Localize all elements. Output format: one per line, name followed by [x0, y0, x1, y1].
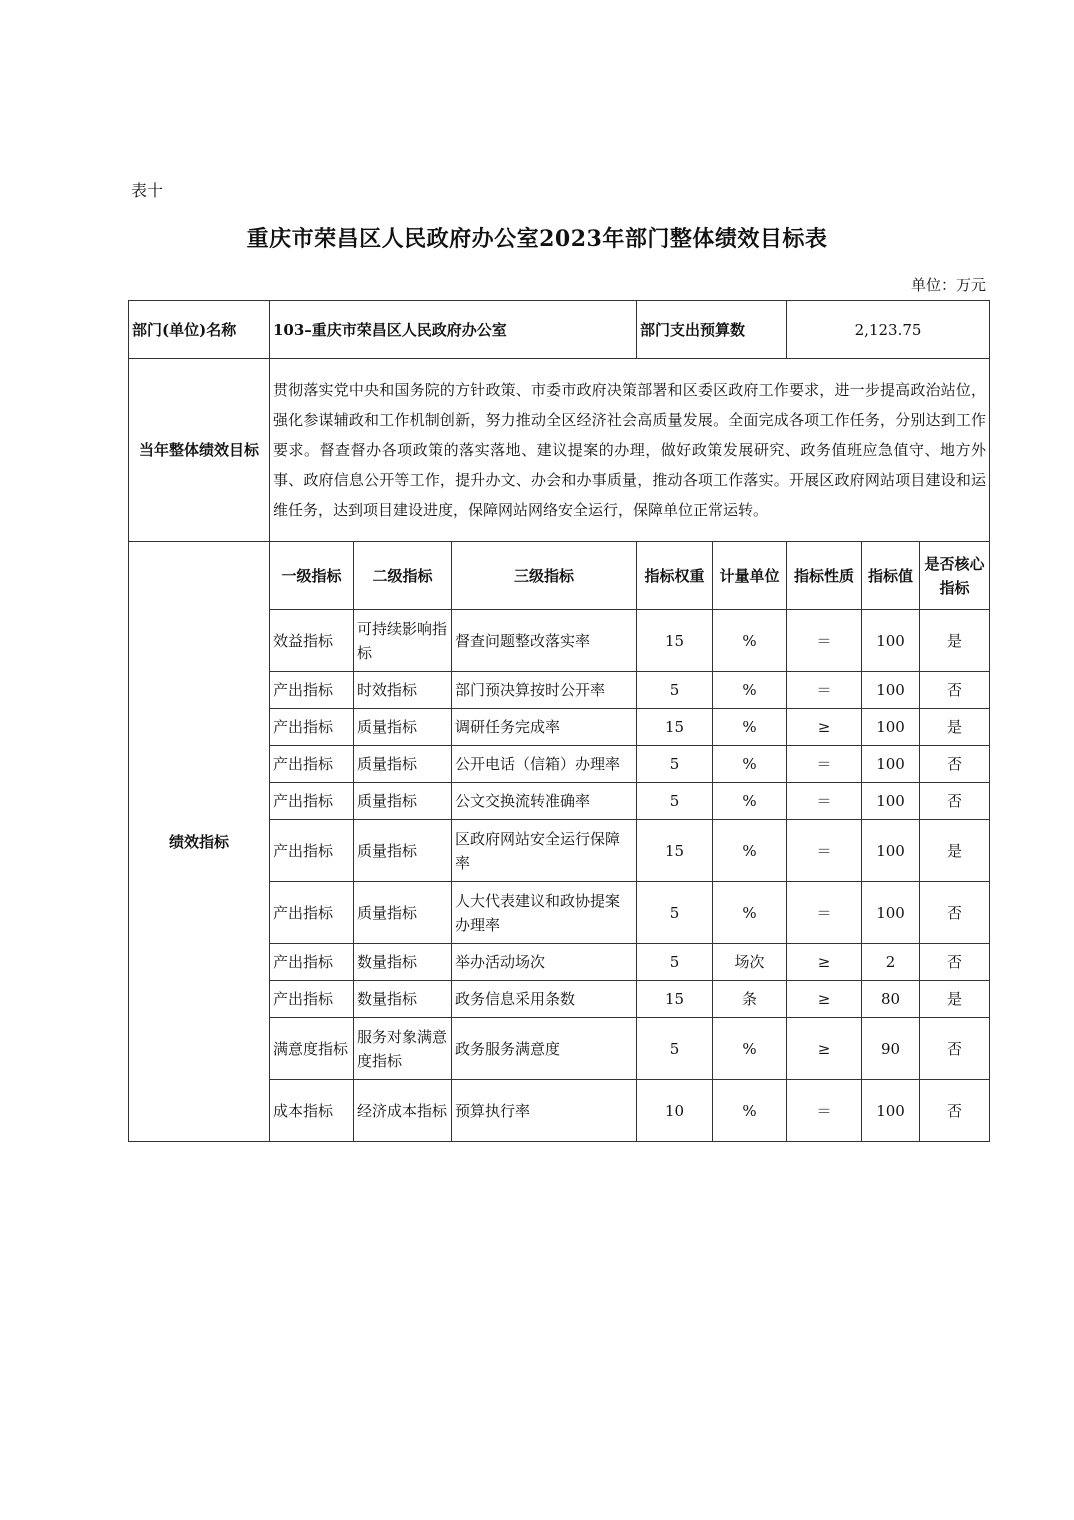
unit-cell: %: [713, 882, 787, 944]
l2-cell: 经济成本指标: [354, 1080, 452, 1142]
nature-cell: ＝: [787, 610, 862, 672]
l3-cell: 举办活动场次: [452, 944, 637, 981]
indicators-label: 绩效指标: [129, 542, 270, 1142]
performance-table: [128, 300, 990, 1142]
l3-cell: 人大代表建议和政协提案办理率: [452, 882, 637, 944]
indicator-header-row: [129, 542, 990, 610]
core-cell: 是: [920, 820, 990, 882]
value-cell: 80: [862, 981, 920, 1018]
l1-cell: 产出指标: [270, 882, 354, 944]
l3-cell: 公文交换流转准确率: [452, 783, 637, 820]
nature-cell: ＝: [787, 882, 862, 944]
l2-cell: 质量指标: [354, 820, 452, 882]
unit-cell: %: [713, 672, 787, 709]
value-cell: 90: [862, 1018, 920, 1080]
l3-cell: 调研任务完成率: [452, 709, 637, 746]
l3-cell: 政务信息采用条数: [452, 981, 637, 1018]
l3-cell: 预算执行率: [452, 1080, 637, 1142]
nature-cell: ≥: [787, 709, 862, 746]
l1-cell: 产出指标: [270, 820, 354, 882]
l3-cell: 公开电话（信箱）办理率: [452, 746, 637, 783]
table-label: 表十: [131, 181, 164, 200]
weight-cell: 5: [637, 746, 713, 783]
budget-label: 部门支出预算数: [637, 301, 787, 359]
core-cell: 否: [920, 944, 990, 981]
l1-cell: 产出指标: [270, 746, 354, 783]
column-header: 三级指标: [452, 542, 637, 610]
l1-cell: 产出指标: [270, 672, 354, 709]
l1-cell: 满意度指标: [270, 1018, 354, 1080]
l2-cell: 质量指标: [354, 882, 452, 944]
weight-cell: 5: [637, 672, 713, 709]
core-cell: 是: [920, 709, 990, 746]
value-cell: 100: [862, 709, 920, 746]
value-cell: 100: [862, 746, 920, 783]
dept-label: 部门(单位)名称: [129, 301, 270, 359]
unit-cell: %: [713, 610, 787, 672]
value-cell: 100: [862, 820, 920, 882]
value-cell: 100: [862, 1080, 920, 1142]
core-cell: 是: [920, 610, 990, 672]
l1-cell: 产出指标: [270, 709, 354, 746]
l3-cell: 督查问题整改落实率: [452, 610, 637, 672]
column-header: 二级指标: [354, 542, 452, 610]
unit-cell: 条: [713, 981, 787, 1018]
nature-cell: ≥: [787, 1018, 862, 1080]
weight-cell: 15: [637, 820, 713, 882]
core-cell: 否: [920, 672, 990, 709]
l3-cell: 区政府网站安全运行保障率: [452, 820, 637, 882]
core-cell: 否: [920, 882, 990, 944]
unit-cell: %: [713, 709, 787, 746]
value-cell: 100: [862, 672, 920, 709]
weight-cell: 5: [637, 783, 713, 820]
nature-cell: ＝: [787, 746, 862, 783]
weight-cell: 5: [637, 944, 713, 981]
goal-text: 贯彻落实党中央和国务院的方针政策、市委市政府决策部署和区委区政府工作要求，进一步提高政治站位，强化参谋辅政和工作机制创新，努力推动全区经济社会高质量发展。全面完成各项工作任务，分别达到工作要求。督查督办各项政策的落实落地、建议提案的办理，做好政策发展研究、政务值班应急值守、地方外事、政府信息公开等工作，提升办文、办会和办事质量，推动各项工作落实。开展区政府网站项目建设和运维任务，达到项目建设进度，保障网站网络安全运行，保障单位正常运转。: [270, 359, 990, 542]
l2-cell: 质量指标: [354, 709, 452, 746]
weight-cell: 15: [637, 610, 713, 672]
unit-cell: %: [713, 820, 787, 882]
budget-value: 2,123.75: [787, 301, 990, 359]
core-cell: 是: [920, 981, 990, 1018]
weight-cell: 10: [637, 1080, 713, 1142]
unit-label: 单位：万元: [910, 276, 986, 294]
nature-cell: ≥: [787, 981, 862, 1018]
l2-cell: 服务对象满意度指标: [354, 1018, 452, 1080]
nature-cell: ＝: [787, 783, 862, 820]
dept-name: 103–重庆市荣昌区人民政府办公室: [270, 301, 637, 359]
l2-cell: 数量指标: [354, 981, 452, 1018]
l2-cell: 质量指标: [354, 746, 452, 783]
l2-cell: 时效指标: [354, 672, 452, 709]
column-header: 计量单位: [713, 542, 787, 610]
unit-cell: 场次: [713, 944, 787, 981]
core-cell: 否: [920, 1080, 990, 1142]
nature-cell: ＝: [787, 672, 862, 709]
l1-cell: 产出指标: [270, 981, 354, 1018]
l2-cell: 质量指标: [354, 783, 452, 820]
column-header: 一级指标: [270, 542, 354, 610]
unit-cell: %: [713, 783, 787, 820]
goal-row: [129, 359, 990, 542]
weight-cell: 5: [637, 882, 713, 944]
l1-cell: 产出指标: [270, 783, 354, 820]
page-title: 重庆市荣昌区人民政府办公室2023年部门整体绩效目标表: [246, 226, 828, 252]
l1-cell: 产出指标: [270, 944, 354, 981]
weight-cell: 5: [637, 1018, 713, 1080]
nature-cell: ≥: [787, 944, 862, 981]
l2-cell: 可持续影响指标: [354, 610, 452, 672]
column-header: 指标性质: [787, 542, 862, 610]
unit-cell: %: [713, 746, 787, 783]
core-cell: 否: [920, 746, 990, 783]
core-cell: 否: [920, 1018, 990, 1080]
weight-cell: 15: [637, 981, 713, 1018]
goal-label: 当年整体绩效目标: [129, 359, 270, 542]
column-header: 指标值: [862, 542, 920, 610]
core-cell: 否: [920, 783, 990, 820]
l2-cell: 数量指标: [354, 944, 452, 981]
value-cell: 100: [862, 783, 920, 820]
dept-row: [129, 301, 990, 359]
l1-cell: 效益指标: [270, 610, 354, 672]
column-header: 指标权重: [637, 542, 713, 610]
l3-cell: 部门预决算按时公开率: [452, 672, 637, 709]
value-cell: 100: [862, 882, 920, 944]
nature-cell: ＝: [787, 1080, 862, 1142]
value-cell: 2: [862, 944, 920, 981]
l3-cell: 政务服务满意度: [452, 1018, 637, 1080]
unit-cell: %: [713, 1018, 787, 1080]
nature-cell: ＝: [787, 820, 862, 882]
unit-cell: %: [713, 1080, 787, 1142]
value-cell: 100: [862, 610, 920, 672]
weight-cell: 15: [637, 709, 713, 746]
l1-cell: 成本指标: [270, 1080, 354, 1142]
column-header: 是否核心指标: [920, 542, 990, 610]
